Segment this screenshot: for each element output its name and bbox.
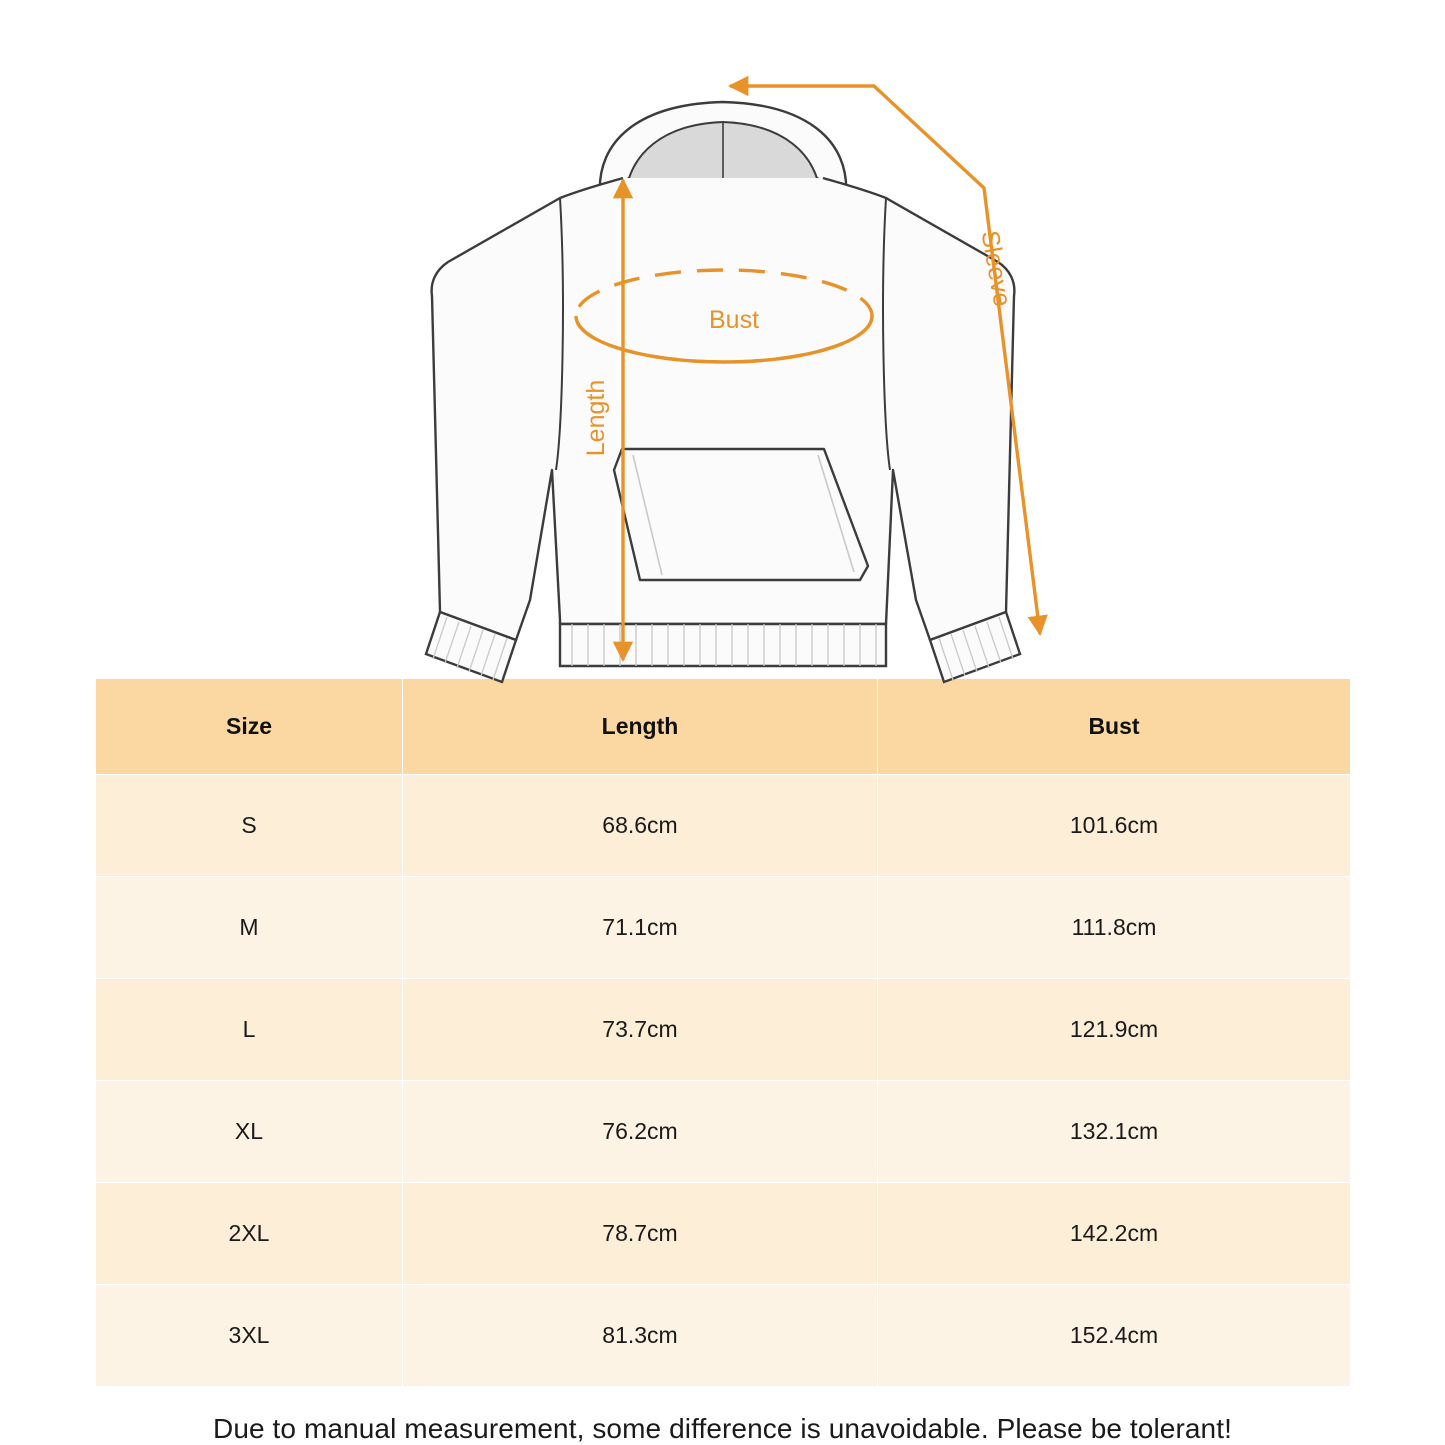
cell-size: 2XL [96,1183,403,1285]
hoodie-illustration [426,102,1020,682]
table-row [96,979,1351,1081]
cell-bust: 152.4cm [878,1285,1351,1387]
cell-bust: 101.6cm [878,775,1351,877]
kangaroo-pocket [614,449,868,580]
column-header-length: Length [403,679,878,775]
column-header-bust: Bust [878,679,1351,775]
table-row [96,1285,1351,1387]
cell-size: XL [96,1081,403,1183]
cell-size: 3XL [96,1285,403,1387]
cell-size: M [96,877,403,979]
cell-bust: 111.8cm [878,877,1351,979]
cell-length: 68.6cm [403,775,878,877]
cell-size: L [96,979,403,1081]
cell-length: 78.7cm [403,1183,878,1285]
cell-length: 76.2cm [403,1081,878,1183]
table-row [96,1081,1351,1183]
size-table [95,678,1351,1387]
cell-bust: 142.2cm [878,1183,1351,1285]
sleeve-label: Sleeve [975,228,1017,309]
measurement-disclaimer: Due to manual measurement, some difference is unavoidable. Please be tolerant! [213,1413,1232,1444]
cell-bust: 121.9cm [878,979,1351,1081]
table-row [96,775,1351,877]
garment-diagram [0,0,1445,678]
cell-length: 71.1cm [403,877,878,979]
column-header-size: Size [96,679,403,775]
cell-length: 81.3cm [403,1285,878,1387]
hem-band [560,624,886,666]
cell-length: 73.7cm [403,979,878,1081]
table-row [96,1183,1351,1285]
table-row [96,877,1351,979]
cell-size: S [96,775,403,877]
size-table-wrapper [0,678,1445,1387]
bust-label: Bust [708,306,760,334]
cell-bust: 132.1cm [878,1081,1351,1183]
length-label: Length [582,379,610,457]
